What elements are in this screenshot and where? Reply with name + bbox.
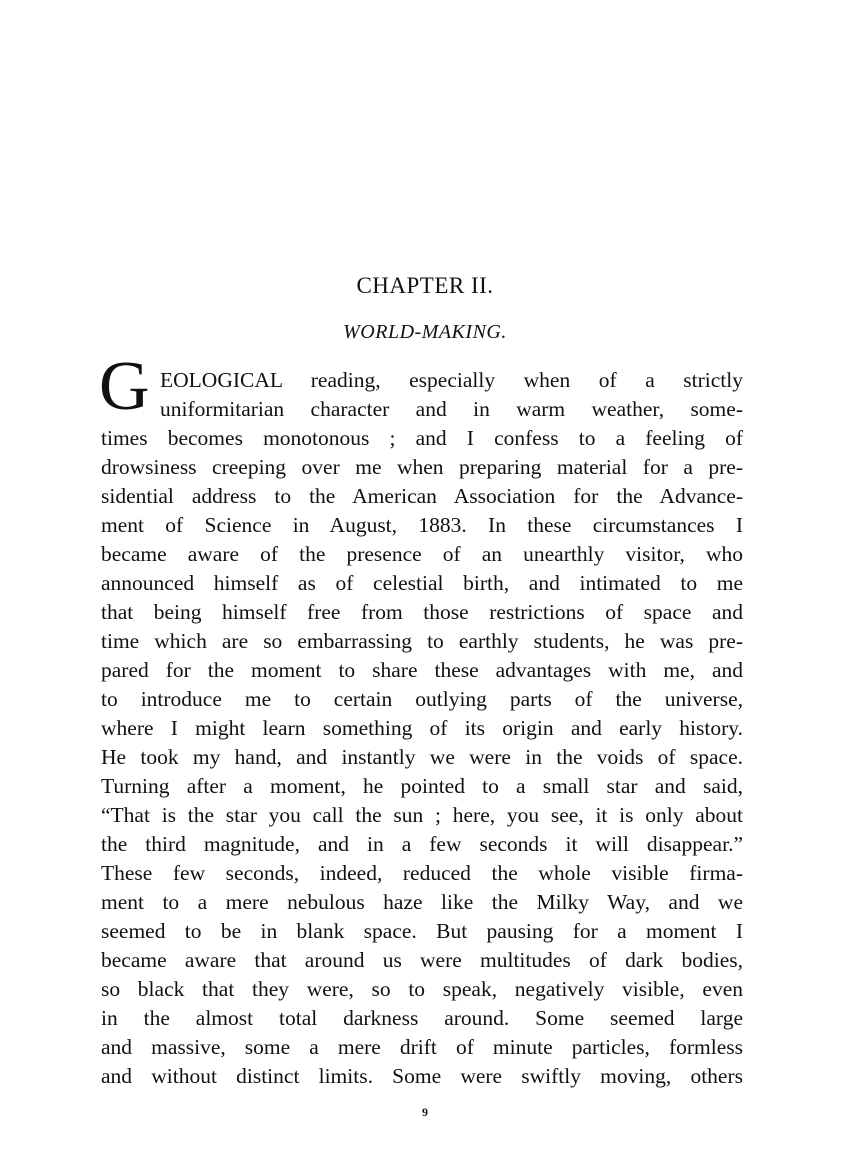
text-line: so black that they were, so to speak, negatively visible, even [101,977,743,1001]
text-line: uniformitarian character and in warm weather, some- [160,397,743,421]
text-line: became aware of the presence of an unearthly visitor, who [101,542,743,566]
text-line: and massive, some a mere drift of minute particles, formless [101,1035,743,1059]
text-line: ment to a mere nebulous haze like the Milky Way, and we [101,890,743,914]
chapter-title: WORLD-MAKING. [343,321,507,343]
text-line: sidential address to the American Association for the Advance- [101,484,743,508]
text-line: pared for the moment to share these advantages with me, and [101,658,743,682]
drop-cap: G [99,348,150,425]
page-number: 9 [422,1105,428,1119]
text-line: ment of Science in August, 1883. In these circumstances I [101,513,743,537]
text-line: These few seconds, indeed, reduced the whole visible firma- [101,861,743,885]
text-line: EOLOGICAL reading, especially when of a strictly [160,368,743,392]
text-line: times becomes monotonous ; and I confess to a feeling of [101,426,743,450]
text-line: Turning after a moment, he pointed to a small star and said, [101,774,743,798]
text-line: where I might learn something of its origin and early history. [101,716,743,740]
text-line: in the almost total darkness around. Some seemed large [101,1006,743,1030]
text-line: announced himself as of celestial birth, and intimated to me [101,571,743,595]
text-line: seemed to be in blank space. But pausing for a moment I [101,919,743,943]
text-line: and without distinct limits. Some were swiftly moving, others [101,1064,743,1088]
chapter-heading: CHAPTER II. [356,273,494,298]
text-line: that being himself free from those restrictions of space and [101,600,743,624]
text-line: to introduce me to certain outlying parts of the universe, [101,687,743,711]
text-line: He took my hand, and instantly we were in the voids of space. [101,745,743,769]
text-line: became aware that around us were multitudes of dark bodies, [101,948,743,972]
text-line: the third magnitude, and in a few seconds it will disappear.” [101,832,743,856]
text-line: time which are so embarrassing to earthly students, he was pre- [101,629,743,653]
text-line: drowsiness creeping over me when preparing material for a pre- [101,455,743,479]
text-line: “That is the star you call the sun ; here, you see, it is only about [101,803,743,827]
